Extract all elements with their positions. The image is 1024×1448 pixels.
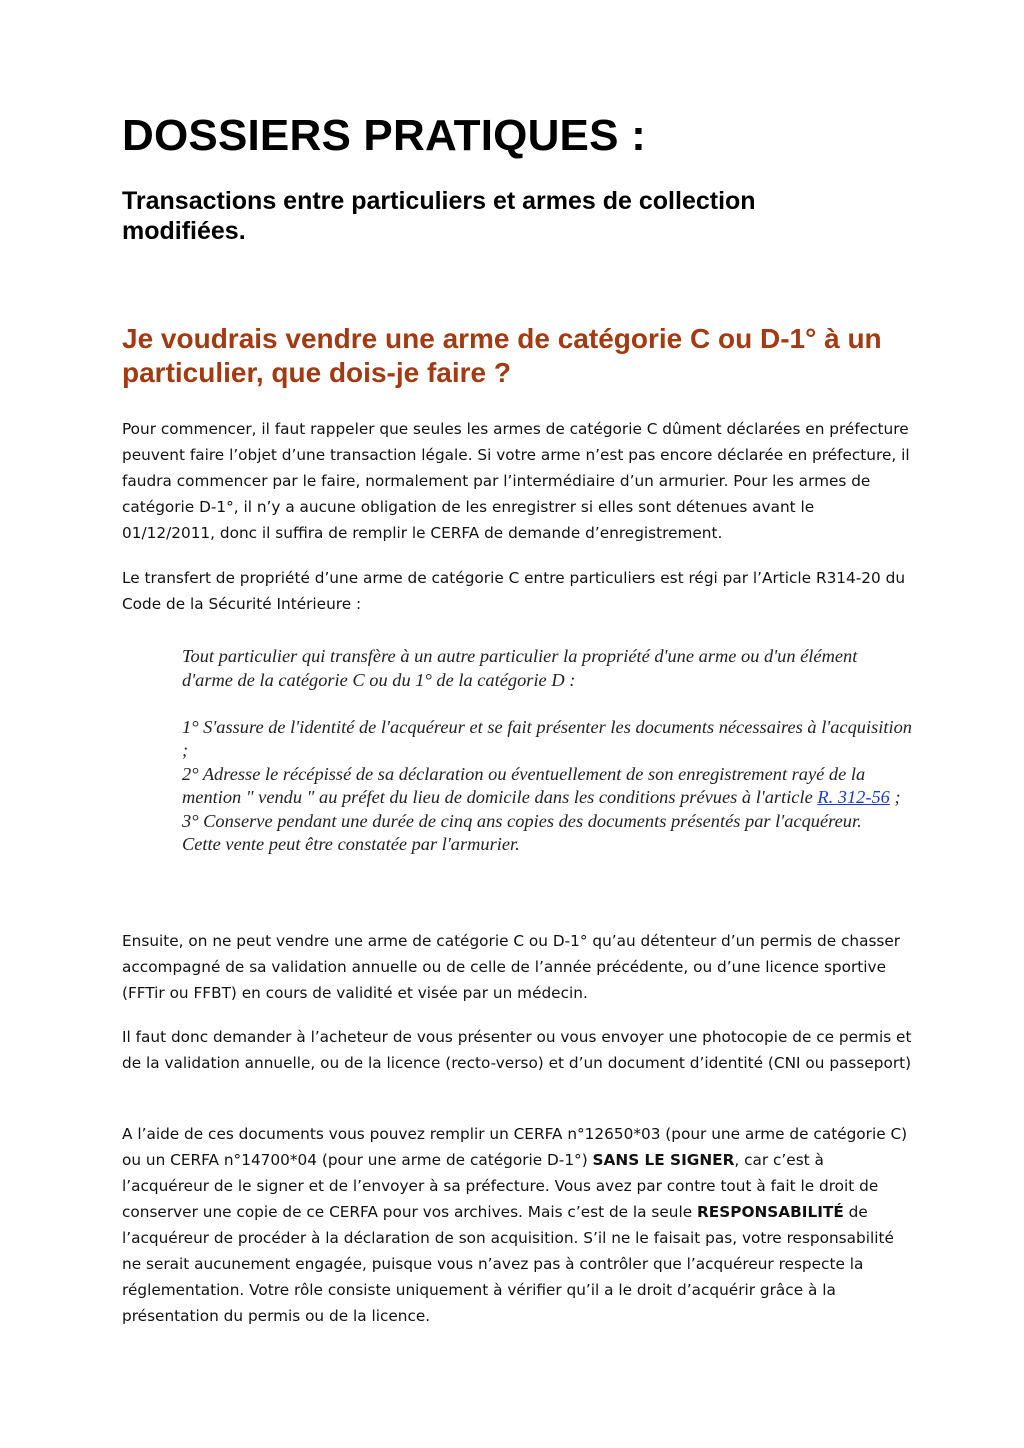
cerfa-emphasis-sign: SANS LE SIGNER [592, 1151, 735, 1169]
legal-quote [182, 645, 912, 857]
article-link[interactable]: R. 312-56 [817, 787, 890, 807]
cerfa-text-e: de l’acquéreur de procéder à la déclaration de son acquisition. S’il ne le faisait pas, votre responsabilité ne serait aucunement engagée, puisque vous n’avez pas à contrôler que l’acquéreur respecte la réglementation. Votre rôle consiste uniquement à vérifier qu’il a le droit d’acquérir grâce à la présentation du permis ou de la licence. [122, 1203, 894, 1325]
quote-closing: Cette vente peut être constatée par l'armurier. [182, 834, 520, 854]
paragraph-intro: Pour commencer, il faut rappeler que seules les armes de catégorie C dûment déclarées en préfecture peuvent faire l’objet d’une transaction légale. Si votre arme n’est pas encore déclarée en préfecture, il faudra commencer par le faire, normalement par l’intermédiaire d’un armurier. Pour les armes de catégorie D-1°, il n’y a aucune obligation de les enregistrer si elles sont détenues avant le 01/12/2011, donc il suffira de remplir le CERFA de demande d’enregistrement. [122, 420, 910, 542]
paragraph-transfer-rule: Le transfert de propriété d’une arme de catégorie C entre particuliers est régi par l’Article R314-20 du Code de la Sécurité Intérieure : [122, 569, 906, 613]
quote-item-2-text: 2° Adresse le récépissé de sa déclaration ou éventuellement de son enregistrement rayé de la mention " vendu " au préfet du lieu de domicile dans les conditions prévues à l'article [182, 763, 866, 807]
cerfa-text-a: A l’aide de ces documents vous pouvez remplir un CERFA n°12650*03 (pour une arme de catégorie C) ou un CERFA n°14700*04 (pour une arme de catégorie D-1°) [122, 1125, 908, 1169]
section-heading: Je voudrais vendre une arme de catégorie C ou D-1° à un particulier, que dois-je faire ? [122, 323, 882, 388]
quote-item-1: 1° S'assure de l'identité de l'acquéreur et se fait présenter les documents nécessaires à l'acquisition ; [182, 716, 912, 760]
quote-item-2 [182, 763, 912, 810]
cerfa-emphasis-responsibility: RESPONSABILITÉ [697, 1203, 844, 1221]
paragraph-documents: Il faut donc demander à l’acheteur de vous présenter ou vous envoyer une photocopie de ce permis et de la validation annuelle, ou de la licence (recto-verso) et d’un document d’identité (CNI ou passeport) [122, 1028, 912, 1072]
paragraph-cerfa [122, 1121, 912, 1329]
page-title: DOSSIERS PRATIQUES : [122, 111, 646, 160]
quote-item-3: 3° Conserve pendant une durée de cinq ans copies des documents présentés par l'acquéreur. [182, 810, 862, 831]
quote-spacer [182, 692, 912, 716]
page-subtitle: Transactions entre particuliers et armes de collection modifiées. [122, 187, 756, 245]
cerfa-text-c: , car c’est à l’acquéreur de le signer et de l’envoyer à sa préfecture. Vous avez par contre tout à fait le droit de conserver une copie de ce CERFA pour vos archives. Mais c’est de la seule [122, 1151, 879, 1221]
quote-item-2-end: ; [889, 787, 901, 807]
paragraph-buyer-permit: Ensuite, on ne peut vendre une arme de catégorie C ou D-1° qu’au détenteur d’un permis de chasser accompagné de sa validation annuelle ou de celle de l’année précédente, ou d’une licence sportive (FFTir ou FFBT) en cours de validité et visée par un médecin. [122, 932, 901, 1002]
quote-intro: Tout particulier qui transfère à un autre particulier la propriété d'une arme ou d'un élément d'arme de la catégorie C ou du 1° de la catégorie D : [182, 646, 858, 690]
